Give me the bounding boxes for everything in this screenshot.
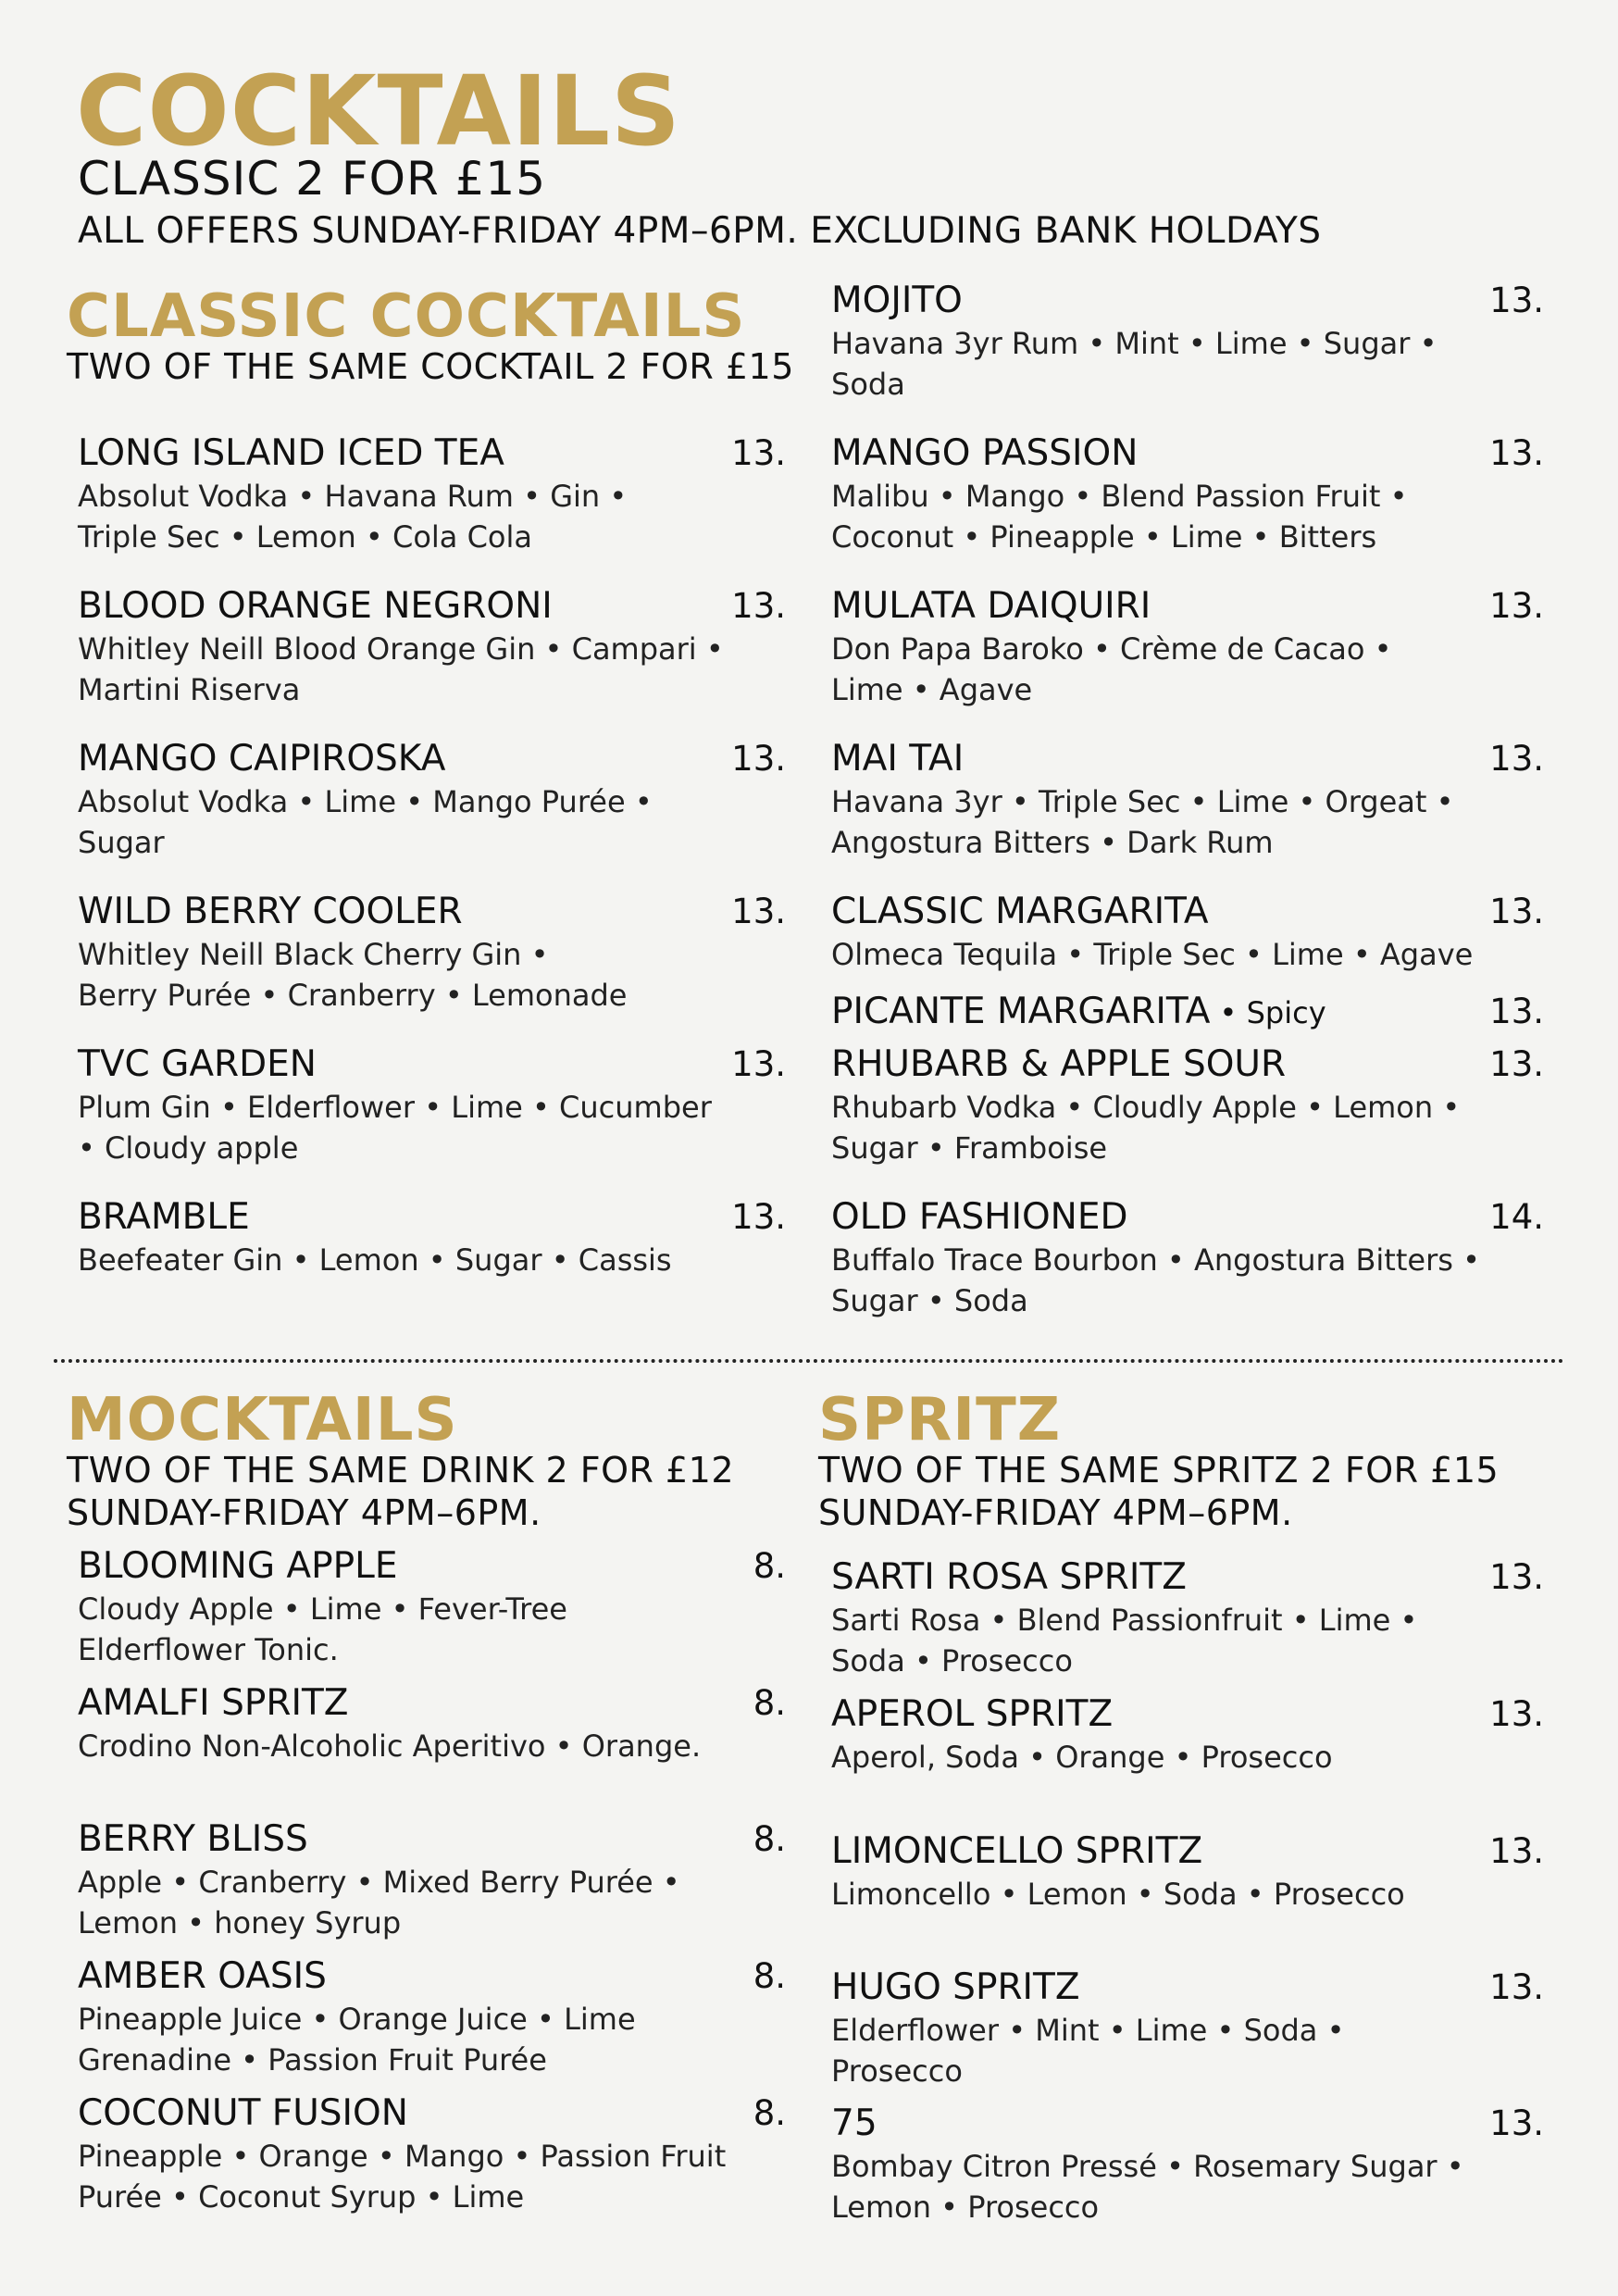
menu-item <box>831 1557 1544 1680</box>
menu-item <box>78 1956 786 2079</box>
item-description: Sugar <box>78 824 165 860</box>
item-price: 8. <box>753 1683 786 1723</box>
page-title: COCKTAILS <box>76 55 681 168</box>
item-description: Soda <box>831 366 905 402</box>
item-name: MULATA DAIQUIRI <box>831 585 1151 627</box>
item-price: 13. <box>1489 281 1544 320</box>
offer-note: ALL OFFERS SUNDAY-FRIDAY 4PM–6PM. EXCLUDING BANK HOLDAYS <box>78 210 1322 252</box>
item-price: 13. <box>1489 586 1544 626</box>
mocktails-note-hours: SUNDAY-FRIDAY 4PM–6PM. <box>67 1492 541 1533</box>
menu-item <box>78 1546 786 1669</box>
item-description: Berry Purée • Cranberry • Lemonade <box>78 977 628 1013</box>
item-price: 8. <box>753 1819 786 1859</box>
item-description: Elderflower • Mint • Lime • Soda • <box>831 2012 1345 2048</box>
item-price: 13. <box>1489 992 1544 1031</box>
item-description: Sarti Rosa • Blend Passionfruit • Lime • <box>831 1602 1418 1638</box>
classic-cocktails-note: TWO OF THE SAME COCKTAIL 2 FOR £15 <box>67 346 794 387</box>
item-name: RHUBARB & APPLE SOUR <box>831 1043 1287 1085</box>
item-description: Sugar • Framboise <box>831 1129 1108 1166</box>
item-description: Martini Riserva <box>78 671 301 707</box>
menu-item <box>831 892 1544 974</box>
item-description: Apple • Cranberry • Mixed Berry Purée • <box>78 1864 680 1900</box>
item-description: Malibu • Mango • Blend Passion Fruit • <box>831 478 1408 514</box>
item-description: Absolut Vodka • Havana Rum • Gin • <box>78 478 628 514</box>
item-description: Lemon • Prosecco <box>831 2189 1100 2225</box>
menu-item <box>78 586 786 709</box>
item-price: 13. <box>731 892 786 931</box>
item-name: MAI TAI <box>831 738 965 780</box>
item-price: 13. <box>1489 433 1544 473</box>
item-description: Coconut • Pineapple • Lime • Bitters <box>831 518 1377 555</box>
item-description: Lime • Agave <box>831 671 1033 707</box>
item-price: 13. <box>1489 1967 1544 2007</box>
item-description: Elderflower Tonic. <box>78 1631 339 1667</box>
menu-item <box>831 992 1544 1033</box>
item-description: Rhubarb Vodka • Cloudly Apple • Lemon • <box>831 1089 1461 1125</box>
item-price: 14. <box>1489 1197 1544 1237</box>
item-description: Angostura Bitters • Dark Rum <box>831 824 1274 860</box>
item-price: 13. <box>731 739 786 779</box>
menu-item <box>831 281 1544 404</box>
item-price: 13. <box>731 433 786 473</box>
item-description: Pineapple • Orange • Mango • Passion Fruit <box>78 2138 727 2174</box>
item-price: 13. <box>1489 2103 1544 2143</box>
item-name: LIMONCELLO SPRITZ <box>831 1830 1203 1872</box>
item-description: Bombay Citron Pressé • Rosemary Sugar • <box>831 2148 1464 2184</box>
item-description: Absolut Vodka • Lime • Mango Purée • <box>78 783 653 819</box>
item-name: WILD BERRY COOLER <box>78 891 463 932</box>
item-name: BRAMBLE <box>78 1196 250 1238</box>
menu-item <box>831 1967 1544 2090</box>
item-name: BLOOD ORANGE NEGRONI <box>78 585 553 627</box>
item-description: Purée • Coconut Syrup • Lime <box>78 2178 525 2215</box>
item-name: BLOOMING APPLE <box>78 1545 398 1587</box>
item-description: Lemon • honey Syrup <box>78 1904 402 1940</box>
classic-cocktails-heading: CLASSIC COCKTAILS <box>67 282 746 351</box>
item-name: MOJITO <box>831 280 963 321</box>
item-description: Whitley Neill Black Cherry Gin • <box>78 936 549 972</box>
item-description: Olmeca Tequila • Triple Sec • Lime • Agave <box>831 936 1474 972</box>
menu-item <box>78 892 786 1015</box>
spicy-tag: • Spicy <box>1210 995 1326 1030</box>
item-price: 13. <box>1489 1557 1544 1597</box>
menu-item <box>831 586 1544 709</box>
item-price: 13. <box>1489 739 1544 779</box>
item-price: 13. <box>731 586 786 626</box>
item-name: MANGO CAIPIROSKA <box>78 738 446 780</box>
item-name: HUGO SPRITZ <box>831 1966 1080 2008</box>
item-price: 8. <box>753 2093 786 2133</box>
menu-item <box>78 433 786 556</box>
menu-item <box>831 1831 1544 1914</box>
item-description: Prosecco <box>831 2053 963 2089</box>
item-price: 13. <box>1489 1694 1544 1734</box>
spritz-heading: SPRITZ <box>818 1386 1062 1454</box>
item-name: BERRY BLISS <box>78 1818 308 1860</box>
spritz-note: TWO OF THE SAME SPRITZ 2 FOR £15 <box>818 1450 1500 1491</box>
item-name: SARTI ROSA SPRITZ <box>831 1556 1187 1598</box>
item-description: Plum Gin • Elderflower • Lime • Cucumber <box>78 1089 712 1125</box>
item-description: • Cloudy apple <box>78 1129 299 1166</box>
item-name: LONG ISLAND ICED TEA <box>78 432 504 474</box>
item-description: Cloudy Apple • Lime • Fever-Tree <box>78 1591 567 1627</box>
item-description: Don Papa Baroko • Crème de Cacao • <box>831 630 1392 667</box>
item-price: 13. <box>731 1197 786 1237</box>
item-description: Pineapple Juice • Orange Juice • Lime <box>78 2001 636 2037</box>
item-name: AMALFI SPRITZ <box>78 1682 349 1724</box>
item-description: Triple Sec • Lemon • Cola Cola <box>78 518 532 555</box>
item-name: AMBER OASIS <box>78 1955 327 1997</box>
menu-item <box>78 739 786 862</box>
menu-item <box>78 2093 786 2216</box>
item-price: 8. <box>753 1546 786 1586</box>
item-name: MANGO PASSION <box>831 432 1139 474</box>
menu-item <box>831 739 1544 862</box>
menu-item <box>78 1044 786 1167</box>
page-subtitle: CLASSIC 2 FOR £15 <box>78 152 547 206</box>
item-price: 13. <box>1489 1831 1544 1871</box>
item-name: 75 <box>831 2103 877 2144</box>
item-description: Soda • Prosecco <box>831 1642 1073 1678</box>
item-name: APEROL SPRITZ <box>831 1693 1114 1735</box>
item-name: TVC GARDEN <box>78 1043 317 1085</box>
menu-item <box>78 1197 786 1279</box>
menu-item <box>78 1819 786 1942</box>
item-name: COCONUT FUSION <box>78 2092 408 2134</box>
item-description: Buffalo Trace Bourbon • Angostura Bitters • <box>831 1242 1480 1278</box>
item-description: Havana 3yr Rum • Mint • Lime • Sugar • <box>831 325 1438 361</box>
item-name: CLASSIC MARGARITA <box>831 891 1209 932</box>
menu-item <box>831 2103 1544 2227</box>
item-price: 13. <box>1489 1044 1544 1084</box>
menu-item <box>831 1197 1544 1320</box>
menu-item <box>78 1683 786 1766</box>
item-description: Havana 3yr • Triple Sec • Lime • Orgeat • <box>831 783 1454 819</box>
item-name: OLD FASHIONED <box>831 1196 1128 1238</box>
item-description: Crodino Non-Alcoholic Aperitivo • Orange. <box>78 1728 702 1764</box>
item-price: 8. <box>753 1956 786 1996</box>
menu-item <box>831 1044 1544 1167</box>
section-divider <box>54 1359 1564 1363</box>
item-price: 13. <box>731 1044 786 1084</box>
item-price: 13. <box>1489 892 1544 931</box>
spritz-note-hours: SUNDAY-FRIDAY 4PM–6PM. <box>818 1492 1293 1533</box>
item-description: Beefeater Gin • Lemon • Sugar • Cassis <box>78 1242 672 1278</box>
mocktails-heading: MOCKTAILS <box>67 1386 458 1454</box>
item-description: Grenadine • Passion Fruit Purée <box>78 2041 547 2078</box>
item-name: PICANTE MARGARITA <box>831 991 1211 1032</box>
item-description: Limoncello • Lemon • Soda • Prosecco <box>831 1876 1405 1912</box>
menu-item <box>831 1694 1544 1777</box>
item-description: Sugar • Soda <box>831 1282 1028 1318</box>
item-description: Aperol, Soda • Orange • Prosecco <box>831 1739 1333 1775</box>
mocktails-note: TWO OF THE SAME DRINK 2 FOR £12 <box>67 1450 735 1491</box>
menu-item <box>831 433 1544 556</box>
item-description: Whitley Neill Blood Orange Gin • Campari • <box>78 630 724 667</box>
